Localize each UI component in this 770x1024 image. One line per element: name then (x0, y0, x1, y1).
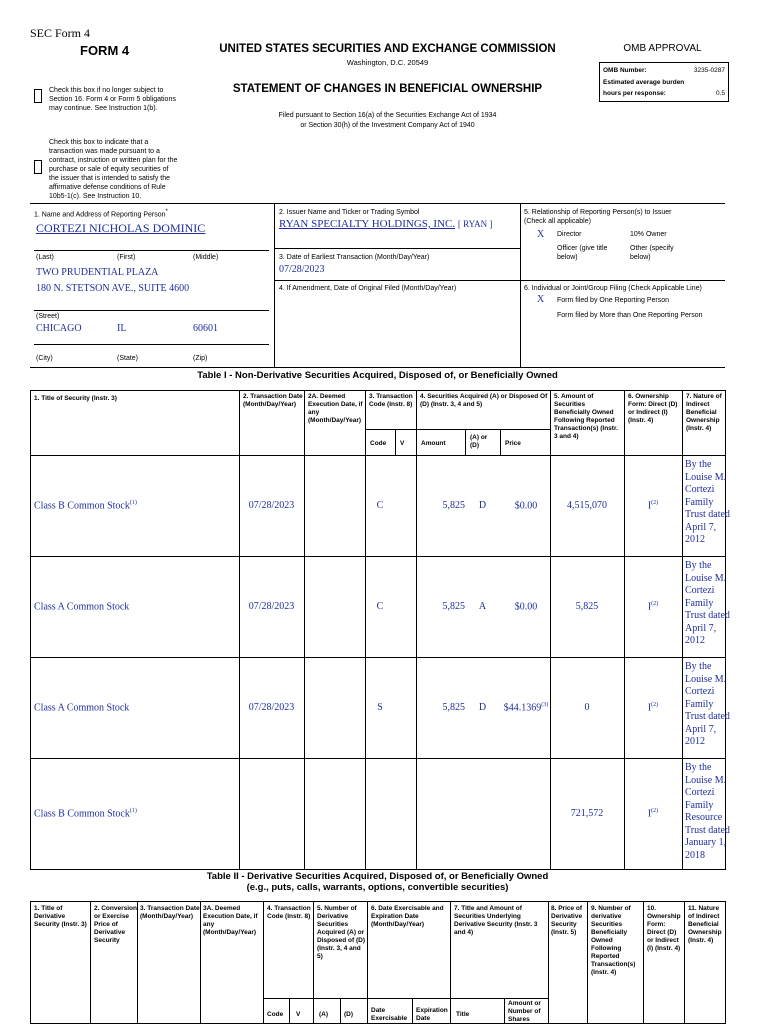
t1-h-nature: 7. Nature of Indirect Beneficial Ownership (Instr. 4) (686, 393, 722, 432)
t2-h-v: V (296, 1011, 301, 1018)
section16-checkbox[interactable] (34, 89, 42, 103)
t1-row-amount: 5,825 (442, 701, 465, 713)
commission-title: UNITED STATES SECURITIES AND EXCHANGE COMMISSION (219, 43, 556, 55)
statement-title: STATEMENT OF CHANGES IN BENEFICIAL OWNERSHIP (232, 83, 543, 95)
t2-h-amount: Amount or Number of Shares (508, 1000, 541, 1023)
table2 (30, 901, 726, 1024)
t2-h-underlying: 7. Title and Amount of Securities Underlying Derivative Security (Instr. 3 and 4) (454, 905, 538, 936)
t1-row-ad: A (478, 600, 487, 612)
t1-h-amount: Amount (421, 440, 446, 447)
t1-row-amount: 5,825 (442, 499, 465, 511)
t1-row-nature: By the Louise M. Cortezi Family Trust dated April 7, 2012 (685, 560, 730, 646)
t2-h-deemed: 3A. Deemed Execution Date, if any (Month/Day/Year) (203, 905, 258, 936)
t2-h-owned: 9. Number of derivative Securities Beneficially Owned Following Reported Transaction(s) (Instr. 4) (591, 905, 636, 976)
t1-row-price: $0.00 (514, 600, 538, 612)
omb-hours-label: hours per response: (603, 90, 666, 97)
section16-text: Check this box if no longer subject to Section 16. Form 4 or Form 5 obligations may continue. See Instruction 1(b). (49, 87, 176, 112)
t1-h-title: 1. Title of Security (Instr. 3) (34, 395, 117, 402)
t1-row-nature: By the Louise M. Cortezi Family Trust dated April 7, 2012 (685, 459, 730, 545)
box4-label: 4. If Amendment, Date of Original Filed (Month/Day/Year) (279, 285, 457, 292)
t1-row-title: Class B Common Stock$^{(1)}$ (34, 807, 137, 819)
t2-h-nature: 11. Nature of Indirect Beneficial Ownership (Instr. 4) (688, 905, 722, 944)
t2-h-code-sub: Code (267, 1011, 284, 1018)
box5-label-2: (Check all applicable) (524, 218, 591, 225)
t2-h-form: 10. Ownership Form: Direct (D) or Indirect (I) (Instr. 4) (647, 905, 681, 952)
director-label: Director (557, 231, 582, 238)
omb-number-value: 3235-0287 (693, 67, 725, 74)
t1-row-ad: D (478, 701, 487, 713)
ten-pct-owner-label: 10% Owner (630, 231, 667, 238)
t1-row-code: S (377, 701, 383, 713)
omb-number-label: OMB Number: (603, 67, 647, 74)
t1-row-price: $44.1369$^{(3)}$ (503, 701, 549, 713)
t2-h-title: 1. Title of Derivative Security (Instr. 3) (34, 905, 87, 928)
form-title: FORM 4 (80, 43, 130, 58)
officer-label: Officer (give title below) (557, 245, 608, 261)
t2-h-code: 4. Transaction Code (Instr. 8) (267, 905, 311, 920)
box6-label: 6. Individual or Joint/Group Filing (Check Applicable Line) (524, 285, 702, 292)
t1-row-price: $0.00 (514, 499, 538, 511)
t2-h-d: (D) (344, 1011, 354, 1018)
t1-h-code-sub: Code (370, 440, 387, 447)
t1-row-date: 07/28/2023 (248, 499, 295, 511)
filed-pursuant-2: or Section 30(h) of the Investment Company Act of 1940 (300, 122, 475, 129)
one-person-label: Form filed by One Reporting Person (557, 297, 670, 304)
commission-address: Washington, D.C. 20549 (346, 58, 429, 67)
t1-row-form: $I^{(2)}$ (647, 807, 659, 819)
t1-h-v: V (400, 440, 405, 447)
t1-h-code: 3. Transaction Code (Instr. 8) (369, 393, 413, 408)
t1-row-nature: By the Louise M. Cortezi Family Resource Trust dated January 1, 2018 (685, 762, 730, 861)
t1-h-form: 6. Ownership Form: Direct (D) or Indirect (I) (Instr. 4) (628, 393, 678, 424)
t1-h-date: 2. Transaction Date (Month/Day/Year) (243, 393, 303, 408)
t1-row-date: 07/28/2023 (248, 600, 295, 612)
t1-h-acquired: 4. Securities Acquired (A) or Disposed Of (D) (Instr. 3, 4 and 5) (420, 393, 548, 408)
more-persons-label: Form filed by More than One Reporting Person (557, 312, 703, 319)
street-line-1: TWO PRUDENTIAL PLAZA (36, 267, 159, 278)
reporting-person-name[interactable]: CORTEZI NICHOLAS DOMINIC (36, 221, 206, 235)
director-mark[interactable]: X (537, 229, 545, 240)
first-label: (First) (117, 254, 136, 261)
t1-row-owned: 5,825 (575, 600, 599, 612)
t1-row-owned: 721,572 (570, 807, 604, 819)
t2-h-date: 3. Transaction Date (Month/Day/Year) (140, 905, 200, 920)
table2-title-2: (e.g., puts, calls, warrants, options, convertible securities) (246, 882, 509, 893)
middle-label: (Middle) (193, 254, 219, 261)
omb-box (599, 62, 729, 102)
last-label: (Last) (36, 254, 54, 261)
other-label: Other (specify below) (630, 245, 674, 261)
box5-label-1: 5. Relationship of Reporting Person(s) to Issuer (524, 209, 672, 216)
zip-label: (Zip) (193, 355, 208, 362)
city-value: CHICAGO (36, 323, 82, 334)
t1-row-title: Class A Common Stock (34, 701, 130, 713)
t2-h-expiration: Expiration Date (416, 1007, 448, 1022)
t1-row-form: $I^{(2)}$ (647, 600, 659, 612)
t2-h-conversion: 2. Conversion or Exercise Price of Derivative Security (94, 905, 137, 944)
filed-pursuant-1: Filed pursuant to Section 16(a) of the Securities Exchange Act of 1934 (278, 112, 497, 119)
sec-form-label: SEC Form 4 (30, 26, 91, 40)
t2-h-number: 5. Number of Derivative Securities Acquired (A) or Disposed of (D) (Instr. 3, 4 and 5) (317, 905, 366, 960)
omb-burden-label: Estimated average burden (603, 79, 685, 86)
box1-label: 1. Name and Address of Reporting Person* (34, 209, 168, 219)
street-line-2: 180 N. STETSON AVE., SUITE 4600 (36, 283, 190, 294)
t1-h-owned: 5. Amount of Securities Beneficially Owned Following Reported Transaction(s) (Instr. 3 and 4) (554, 393, 618, 440)
box2-label: 2. Issuer Name and Ticker or Trading Symbol (279, 209, 420, 216)
t1-h-price: Price (505, 440, 521, 447)
t2-h-exercisable: 6. Date Exercisable and Expiration Date (Month/Day/Year) (371, 905, 444, 928)
t1-row-date: 07/28/2023 (248, 701, 295, 713)
t1-row-owned: 4,515,070 (567, 499, 607, 511)
t2-h-a: (A) (319, 1011, 329, 1018)
state-label: (State) (117, 355, 139, 362)
zip-value: 60601 (193, 323, 218, 334)
t1-row-ad: D (478, 499, 487, 511)
t2-h-title-sub: Title (456, 1011, 470, 1018)
omb-hours-value: 0.5 (715, 90, 725, 97)
t1-row-code: C (376, 499, 384, 511)
table1 (30, 390, 730, 870)
issuer-name[interactable]: RYAN SPECIALTY HOLDINGS, INC. [ RYAN ] (279, 218, 493, 230)
table1-title: Table I - Non-Derivative Securities Acquired, Disposed of, or Beneficially Owned (197, 370, 558, 381)
t2-h-date-exercisable: Date Exercisable (371, 1007, 408, 1022)
box3-label: 3. Date of Earliest Transaction (Month/Day/Year) (279, 254, 430, 261)
earliest-transaction-date: 07/28/2023 (279, 264, 325, 275)
t2-h-price: 8. Price of Derivative Security (Instr. 5) (551, 905, 583, 936)
t1-h-deemed: 2A. Deemed Execution Date, if any (Month/Day/Year) (308, 393, 363, 424)
t1-row-title: Class A Common Stock (34, 600, 130, 612)
city-label: (City) (36, 355, 53, 362)
t1-row-form: $I^{(2)}$ (647, 499, 659, 511)
t1-h-aord: (A) or (D) (470, 434, 488, 449)
rule-10b5-text: Check this box to indicate that a transaction was made pursuant to a contract, instruction or written plan for the purchase or sale of equity securities of the issuer that is intended to satisfy the affirmative defense conditions of Rule 10b5-1(c). See Instruction 10. (49, 139, 178, 200)
street-label: (Street) (36, 313, 60, 320)
t1-row-form: $I^{(2)}$ (647, 701, 659, 713)
t1-row-owned: 0 (584, 701, 590, 713)
state-value: IL (117, 323, 127, 334)
t1-row-title: Class B Common Stock$^{(1)}$ (34, 499, 137, 511)
omb-title: OMB APPROVAL (623, 43, 702, 54)
one-person-mark[interactable]: X (537, 294, 545, 305)
t1-row-nature: By the Louise M. Cortezi Family Trust dated April 7, 2012 (685, 661, 730, 747)
t1-row-code: C (376, 600, 384, 612)
t1-row-amount: 5,825 (442, 600, 465, 612)
rule-10b5-checkbox[interactable] (34, 160, 42, 174)
table2-title-1: Table II - Derivative Securities Acquired, Disposed of, or Beneficially Owned (206, 871, 549, 882)
